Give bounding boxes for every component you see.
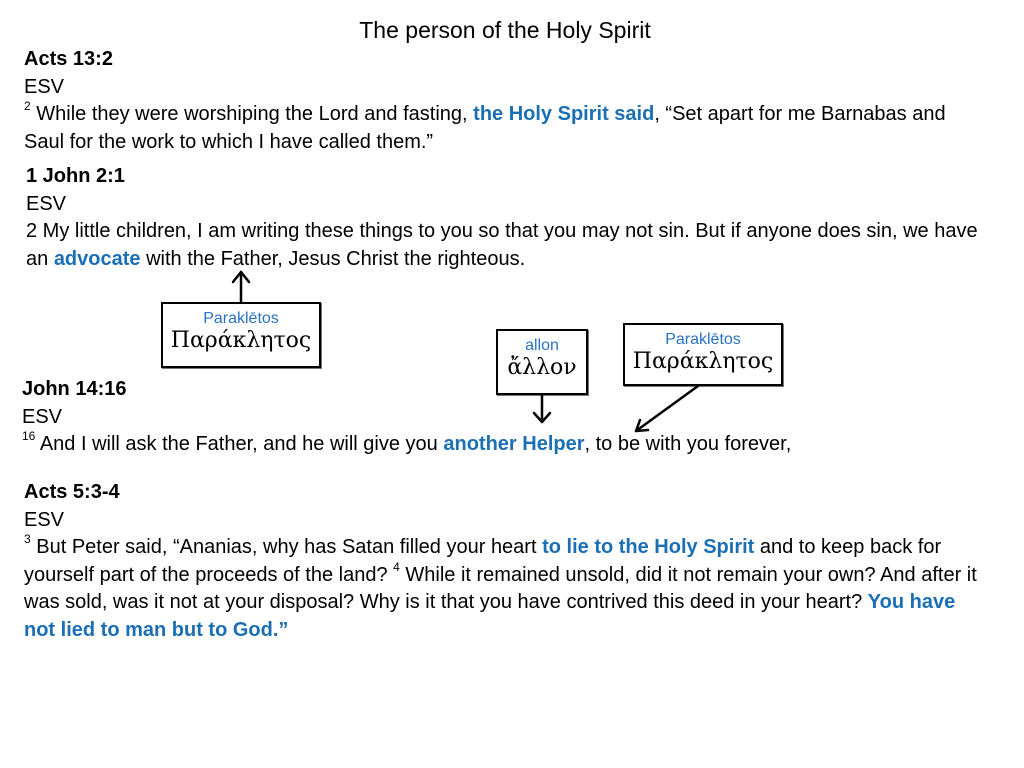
verse-number: 4 [393, 559, 400, 574]
passage-version: ESV [22, 405, 63, 428]
highlighted-phrase: another Helper [443, 433, 585, 455]
passage-text [24, 534, 984, 644]
passage-version: ESV [24, 508, 65, 531]
text-segment: with the Father, Jesus Christ the righteous. [140, 247, 526, 270]
passage-reference: 1 John 2:1 [26, 165, 125, 187]
greek-word: ἄλλον [507, 355, 577, 380]
highlighted-phrase: advocate [53, 247, 141, 270]
passage-john-14-16 [22, 376, 982, 459]
page-title: The person of the Holy Spirit [359, 17, 651, 43]
text-segment: , “Set apart for me Barnabas and Saul for the work to which I have called them.” [24, 103, 946, 153]
passage-version: ESV [24, 75, 65, 98]
passage-text [22, 431, 982, 459]
highlighted-phrase: to lie to the Holy Spirit [542, 536, 755, 558]
passage-version: ESV [26, 192, 67, 215]
text-segment: But Peter said, “Ananias, why has Satan filled your heart [36, 536, 543, 558]
highlighted-phrase: the Holy Spirit said [473, 103, 655, 125]
transliteration: Paraklētos [665, 331, 741, 348]
transliteration: Paraklētos [203, 310, 279, 327]
highlighted-phrase: You have not lied to man but to God.” [24, 591, 956, 641]
greek-word: Παράκλητος [170, 328, 312, 353]
passage-reference: Acts 13:2 [24, 48, 113, 70]
text-segment: And I will ask the Father, and he will give you [39, 433, 444, 455]
verse-number: 16 [22, 429, 36, 444]
passage-acts-5-3-4 [24, 479, 984, 644]
verse-number: 2 [24, 99, 31, 114]
text-segment: While they were worshiping the Lord and fasting, [36, 103, 474, 125]
passage-reference: John 14:16 [22, 378, 127, 400]
greek-word: Παράκλητος [632, 349, 774, 374]
transliteration: allon [525, 337, 559, 354]
verse-number: 3 [24, 532, 31, 547]
text-segment: 2 My little children, I am writing these things to you so that you may not sin. But if anyone does sin, we have an [26, 220, 978, 270]
passage-reference: Acts 5:3-4 [24, 481, 120, 503]
arrow-up-to-advocate-icon [233, 272, 249, 302]
text-segment: , to be with you forever, [584, 433, 792, 455]
text-segment: While it remained unsold, did it not remain your own? And after it was sold, was it not at your disposal? Why is it that you have contrived this deed in your heart? [24, 563, 977, 613]
text-segment: and to keep back for yourself part of the proceeds of the land? [24, 536, 942, 586]
